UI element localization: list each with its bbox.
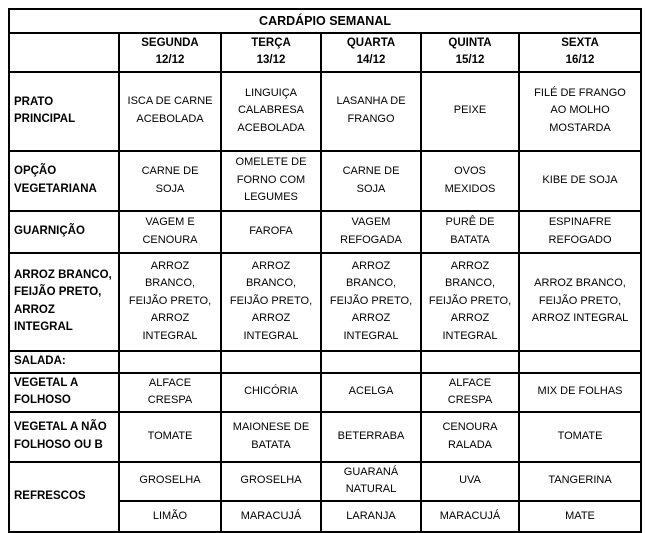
menu-cell — [321, 351, 421, 373]
day-date: 13/12 — [256, 54, 286, 67]
day-name: SEGUNDA — [141, 37, 199, 49]
day-date: 16/12 — [565, 54, 595, 67]
day-header-monday — [119, 33, 221, 72]
menu-cell: TANGERINA — [519, 462, 641, 501]
menu-cell: CHICÓRIA — [221, 373, 321, 412]
menu-cell: MATE — [519, 501, 641, 532]
menu-cell: CARNE DE SOJA — [321, 151, 421, 211]
day-name: TERÇA — [251, 37, 291, 49]
day-name: SEXTA — [561, 37, 599, 49]
menu-cell: LASANHA DE FRANGO — [321, 72, 421, 151]
row-label-salada: SALADA: — [9, 351, 119, 373]
menu-cell: PEIXE — [421, 72, 519, 151]
menu-cell: ARROZ BRANCO, FEIJÃO PRETO, ARROZ INTEGRAL — [519, 253, 641, 351]
menu-cell: GUARANÁ NATURAL — [321, 462, 421, 501]
menu-cell: GROSELHA — [119, 462, 221, 501]
menu-cell: ARROZ BRANCO, FEIJÃO PRETO, ARROZ INTEGRAL — [119, 253, 221, 351]
row-opcao-vegetariana — [9, 151, 641, 211]
menu-cell: TOMATE — [519, 412, 641, 462]
menu-cell — [519, 351, 641, 373]
corner-cell — [9, 33, 119, 72]
menu-cell: CARNE DE SOJA — [119, 151, 221, 211]
menu-cell: FAROFA — [221, 211, 321, 253]
menu-cell: ARROZ BRANCO, FEIJÃO PRETO, ARROZ INTEGRAL — [221, 253, 321, 351]
menu-cell: TOMATE — [119, 412, 221, 462]
weekly-menu-table — [8, 8, 642, 533]
row-guarnicao — [9, 211, 641, 253]
menu-cell: GROSELHA — [221, 462, 321, 501]
menu-cell: FILÉ DE FRANGO AO MOLHO MOSTARDA — [519, 72, 641, 151]
row-vegetal-nao-folhoso — [9, 412, 641, 462]
row-label-refrescos: REFRESCOS — [9, 462, 119, 532]
menu-cell: VAGEM REFOGADA — [321, 211, 421, 253]
day-name: QUARTA — [346, 37, 396, 49]
row-vegetal-folhoso — [9, 373, 641, 412]
day-name: QUINTA — [448, 37, 492, 49]
day-header-row — [9, 33, 641, 72]
menu-cell — [421, 351, 519, 373]
row-label-vegetal-folhoso: VEGETAL A FOLHOSO — [9, 373, 119, 412]
row-refrescos-1 — [9, 462, 641, 501]
row-label-opcao-vegetariana: OPÇÃO VEGETARIANA — [9, 151, 119, 211]
row-salada — [9, 351, 641, 373]
row-prato-principal — [9, 72, 641, 151]
menu-cell: BETERRABA — [321, 412, 421, 462]
menu-cell: LIMÃO — [119, 501, 221, 532]
menu-cell: MIX DE FOLHAS — [519, 373, 641, 412]
day-header-wednesday — [321, 33, 421, 72]
menu-cell: PURÊ DE BATATA — [421, 211, 519, 253]
menu-cell — [221, 351, 321, 373]
menu-cell: ALFACE CRESPA — [119, 373, 221, 412]
menu-cell: MARACUJÁ — [221, 501, 321, 532]
row-label-vegetal-nao-folhoso: VEGETAL A NÃO FOLHOSO OU B — [9, 412, 119, 462]
menu-cell: ISCA DE CARNE ACEBOLADA — [119, 72, 221, 151]
menu-cell: UVA — [421, 462, 519, 501]
menu-cell: LINGUIÇA CALABRESA ACEBOLADA — [221, 72, 321, 151]
menu-cell: MAIONESE DE BATATA — [221, 412, 321, 462]
day-header-friday — [519, 33, 641, 72]
menu-cell: ALFACE CRESPA — [421, 373, 519, 412]
day-date: 14/12 — [356, 54, 386, 67]
menu-cell: CENOURA RALADA — [421, 412, 519, 462]
row-label-prato-principal: PRATO PRINCIPAL — [9, 72, 119, 151]
menu-cell: ARROZ BRANCO, FEIJÃO PRETO, ARROZ INTEGRAL — [321, 253, 421, 351]
menu-cell: ARROZ BRANCO, FEIJÃO PRETO, ARROZ INTEGRAL — [421, 253, 519, 351]
day-header-tuesday — [221, 33, 321, 72]
title-row — [9, 9, 641, 33]
day-date: 12/12 — [155, 54, 185, 67]
menu-cell: KIBE DE SOJA — [519, 151, 641, 211]
row-label-guarnicao: GUARNIÇÃO — [9, 211, 119, 253]
menu-cell — [119, 351, 221, 373]
menu-cell: OVOS MEXIDOS — [421, 151, 519, 211]
menu-cell: ACELGA — [321, 373, 421, 412]
menu-cell: ESPINAFRE REFOGADO — [519, 211, 641, 253]
menu-cell: VAGEM E CENOURA — [119, 211, 221, 253]
day-date: 15/12 — [455, 54, 485, 67]
day-header-thursday — [421, 33, 519, 72]
row-arroz-feijao — [9, 253, 641, 351]
menu-cell: OMELETE DE FORNO COM LEGUMES — [221, 151, 321, 211]
menu-cell: MARACUJÁ — [421, 501, 519, 532]
menu-cell: LARANJA — [321, 501, 421, 532]
table-title: CARDÁPIO SEMANAL — [9, 9, 641, 33]
row-label-arroz-feijao: ARROZ BRANCO, FEIJÃO PRETO, ARROZ INTEGRAL — [9, 253, 119, 351]
